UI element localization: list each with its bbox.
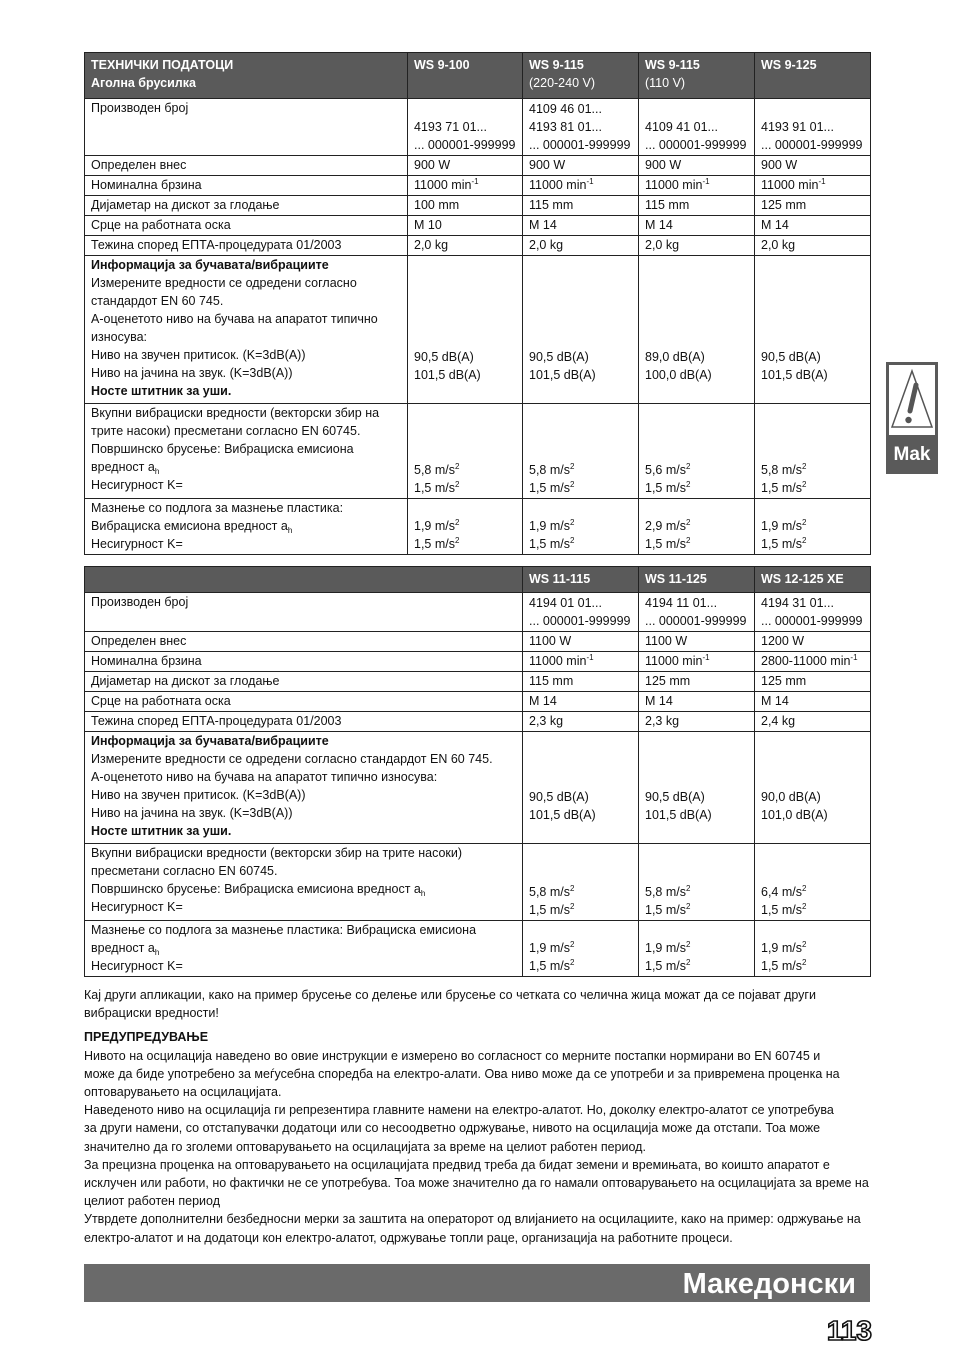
cell-value: 1200 W xyxy=(755,632,871,652)
table-row xyxy=(85,256,871,404)
table-row xyxy=(85,99,871,156)
warning-icon xyxy=(889,365,935,435)
table-row xyxy=(85,844,871,921)
table-row xyxy=(85,236,871,256)
vibration-values: 1,9 $m/s^2$ 1,5 $m/s^2$ xyxy=(523,499,639,555)
cell-value: 11000 $\min^{-1}$ xyxy=(755,176,871,196)
table-row xyxy=(85,632,871,652)
cell-value: 2,0 kg xyxy=(639,236,755,256)
model-header: WS 12-125 XE xyxy=(755,567,871,593)
production-number: 4194 11 01... ... 000001-999999 xyxy=(639,593,755,632)
table-row xyxy=(85,176,871,196)
row-label: Срце на работната оска xyxy=(85,692,523,712)
production-number: 4194 01 01... ... 000001-999999 xyxy=(523,593,639,632)
cell-value: 115 mm xyxy=(639,196,755,216)
vibration-values: 6,4 $m/s^2$ 1,5 $m/s^2$ xyxy=(755,844,871,921)
row-label: Дијаметар на дискот за глодање xyxy=(85,672,523,692)
noise-values: 90,0 dB(A) 101,0 dB(A) xyxy=(755,732,871,844)
table-row xyxy=(85,692,871,712)
table-row xyxy=(85,156,871,176)
noise-values: 90,5 dB(A) 101,5 dB(A) xyxy=(523,732,639,844)
row-label: Тежина според ЕПТА-процедурата 01/2003 xyxy=(85,236,408,256)
table-row xyxy=(85,712,871,732)
production-number: 4193 71 01... ... 000001-999999 xyxy=(408,99,523,156)
vibration-values: 5,8 $m/s^2$ 1,5 $m/s^2$ xyxy=(639,844,755,921)
warning-paragraph: За прецизна проценка на оптоварувањето на осцилацијата предвид треба да бидат земени и времињата, во коишто апаратот е исклучен или работи, но фактички не се употребува. Тоа може значително да го намали оптоварувањето на осцилацијата за време на целиот работен период xyxy=(84,1157,869,1209)
vibration-values: 1,9 $m/s^2$ 1,5 $m/s^2$ xyxy=(523,921,639,977)
warning-paragraph: Наведеното ниво на осцилација ги репрезентира главните намени на електро-алатот. Но, доколку електро-алатот се употребува за други намени, со отстапувачки додатоци или со несоодветно одржување, нивото на осцилација може да отстапи. Тоа може значително да го зголеми оптоварувањето на осцилацијата за време на целиот работен период. xyxy=(84,1103,834,1154)
warning-paragraph: Нивото на осцилација наведено во овие инструкции е измерено во согласност со мерните постапки нормирани во EN 60745 и може да биде употребено за меѓусебна споредба на електро-алати. Ова ниво може да се употреби и за привремена проценка на оптоварувањето на осцилацијата. xyxy=(84,1048,840,1100)
model-header: WS 11-115 xyxy=(523,567,639,593)
table-row xyxy=(85,499,871,555)
vibration-sanding-label: Мазнење со подлога за мазнење пластика: Вибрациска емисиона вредност $a_h$ Несигурност K= xyxy=(85,499,408,555)
vibration-values: 1,9 $m/s^2$ 1,5 $m/s^2$ xyxy=(755,499,871,555)
table-row xyxy=(85,921,871,977)
row-label: Определен внес xyxy=(85,632,523,652)
cell-value: 11000 $\min^{-1}$ xyxy=(523,652,639,672)
cell-value: 900 W xyxy=(755,156,871,176)
noise-values: 90,5 dB(A) 101,5 dB(A) xyxy=(408,256,523,404)
noise-values: 90,5 dB(A) 101,5 dB(A) xyxy=(755,256,871,404)
cell-value: 2,0 kg xyxy=(523,236,639,256)
cell-value: 900 W xyxy=(639,156,755,176)
cell-value: 125 mm xyxy=(639,672,755,692)
warning-paragraph: Утврдете дополнителни безбедносни мерки за заштита на операторот од влијанието на осцилациите, како на пример: одржување на електро-алатот и на додатоци кон електро-алатот, одржување топли раце, организација на работните процеси. xyxy=(84,1212,861,1245)
cell-value: 900 W xyxy=(408,156,523,176)
cell-value: 11000 $\min^{-1}$ xyxy=(639,176,755,196)
production-number: 4193 91 01... ... 000001-999999 xyxy=(755,99,871,156)
vibration-values: 5,8 $m/s^2$ 1,5 $m/s^2$ xyxy=(408,404,523,499)
table-row xyxy=(85,593,871,632)
model-header: WS 9-125 xyxy=(755,53,871,99)
vibration-grinding-label: Вкупни вибрациски вредности (векторски збир на трите насоки) пресметани согласно EN 60745. Површинско брусење: Вибрациска емисиона вредност $a_h$ Несигурност K= xyxy=(85,844,523,921)
cell-value: 2,0 kg xyxy=(408,236,523,256)
cell-value: 100 mm xyxy=(408,196,523,216)
cell-value: 115 mm xyxy=(523,672,639,692)
cell-value: M 14 xyxy=(755,216,871,236)
model-header: WS 9-100 xyxy=(408,53,523,99)
side-tab-label: Mak xyxy=(893,444,931,465)
row-label: Дијаметар на дискот за глодање xyxy=(85,196,408,216)
vibration-values: 1,9 $m/s^2$ 1,5 $m/s^2$ xyxy=(639,921,755,977)
other-applications-note: Кај други апликации, како на пример брусење со делење или брусење со четката со челична жица можат да се појават други вибрациски вредности! xyxy=(84,988,816,1021)
vibration-values: 5,8 $m/s^2$ 1,5 $m/s^2$ xyxy=(523,404,639,499)
table-row xyxy=(85,652,871,672)
table-title: ТЕХНИЧКИ ПОДАТОЦИ xyxy=(91,58,234,72)
production-number: 4194 31 01... ... 000001-999999 xyxy=(755,593,871,632)
row-label: Тежина според ЕПТА-процедурата 01/2003 xyxy=(85,712,523,732)
cell-value: 125 mm xyxy=(755,672,871,692)
cell-value: 2,0 kg xyxy=(755,236,871,256)
model-header: WS 9-115 (110 V) xyxy=(639,53,755,99)
cell-value: 11000 $\min^{-1}$ xyxy=(523,176,639,196)
vibration-sanding-label: Мазнење со подлога за мазнење пластика: Вибрациска емисиона вредност $a_h$ Несигурност K= xyxy=(85,921,523,977)
noise-values: 89,0 dB(A) 100,0 dB(A) xyxy=(639,256,755,404)
row-label: Срце на работната оска xyxy=(85,216,408,236)
row-label: Номинална брзина xyxy=(85,652,523,672)
vibration-values: 5,8 $m/s^2$ 1,5 $m/s^2$ xyxy=(523,844,639,921)
cell-value: 2,3 kg xyxy=(523,712,639,732)
vibration-values: 2,9 $m/s^2$ 1,5 $m/s^2$ xyxy=(639,499,755,555)
table-row xyxy=(85,216,871,236)
cell-value: 11000 $\min^{-1}$ xyxy=(408,176,523,196)
cell-value: M 14 xyxy=(523,692,639,712)
cell-value: 900 W xyxy=(523,156,639,176)
table-header-empty xyxy=(85,567,523,593)
language-side-tab xyxy=(886,362,938,474)
production-number: 4109 41 01... ... 000001-999999 xyxy=(639,99,755,156)
warning-title: ПРЕДУПРЕДУВАЊЕ xyxy=(84,1030,209,1045)
cell-value: M 14 xyxy=(755,692,871,712)
production-number: 4109 46 01... 4193 81 01... ... 000001-999999 xyxy=(523,99,639,156)
row-label: Номинална брзина xyxy=(85,176,408,196)
noise-info-label: Информација за бучавата/вибрациите Измерените вредности се одредени согласно стандардот EN 60 745. А-оценетото ниво на бучава на апаратот типично износува: Ниво на звучен притисок. (K=3dB(A)) Ниво на јачина на звук. (K=3dB(A)) Носте штитник за уши. xyxy=(85,732,523,844)
row-label: Определен внес xyxy=(85,156,408,176)
row-label: Производен број xyxy=(85,99,408,156)
noise-values: 90,5 dB(A) 101,5 dB(A) xyxy=(523,256,639,404)
cell-value: 115 mm xyxy=(523,196,639,216)
cell-value: 1100 W xyxy=(523,632,639,652)
cell-value: 2800-11000 $\min^{-1}$ xyxy=(755,652,871,672)
cell-value: 2,4 kg xyxy=(755,712,871,732)
page-number: 113 xyxy=(826,1315,872,1346)
vibration-values: 5,8 $m/s^2$ 1,5 $m/s^2$ xyxy=(755,404,871,499)
notes-section xyxy=(84,986,870,1247)
table-row xyxy=(85,672,871,692)
cell-value: M 10 xyxy=(408,216,523,236)
vibration-values: 5,6 $m/s^2$ 1,5 $m/s^2$ xyxy=(639,404,755,499)
cell-value: 2,3 kg xyxy=(639,712,755,732)
vibration-values: 1,9 $m/s^2$ 1,5 $m/s^2$ xyxy=(755,921,871,977)
noise-info-label: Информација за бучавата/вибрациите Измерените вредности се одредени согласно стандардот EN 60 745. А-оценетото ниво на бучава на апаратот типично износува: Ниво на звучен притисок. (K=3dB(A)) Ниво на јачина на звук. (K=3dB(A)) Носте штитник за уши. xyxy=(85,256,408,404)
model-header: WS 11-125 xyxy=(639,567,755,593)
cell-value: M 14 xyxy=(639,692,755,712)
technical-data-table-2 xyxy=(84,566,870,977)
table-title-cell xyxy=(85,53,408,99)
cell-value: 125 mm xyxy=(755,196,871,216)
model-header: WS 9-115 (220-240 V) xyxy=(523,53,639,99)
table-row xyxy=(85,404,871,499)
vibration-values: 1,9 $m/s^2$ 1,5 $m/s^2$ xyxy=(408,499,523,555)
footer-language-bar: Македонски xyxy=(84,1264,870,1302)
noise-values: 90,5 dB(A) 101,5 dB(A) xyxy=(639,732,755,844)
table-row xyxy=(85,732,871,844)
table-row xyxy=(85,196,871,216)
cell-value: 1100 W xyxy=(639,632,755,652)
table-subtitle: Аголна брусилка xyxy=(91,76,196,90)
cell-value: 11000 $\min^{-1}$ xyxy=(639,652,755,672)
cell-value: M 14 xyxy=(523,216,639,236)
cell-value: M 14 xyxy=(639,216,755,236)
vibration-grinding-label: Вкупни вибрациски вредности (векторски збир на трите насоки) пресметани согласно EN 60745. Површинско брусење: Вибрациска емисиона вредност $a_h$ Несигурност K= xyxy=(85,404,408,499)
row-label: Производен број xyxy=(85,593,523,632)
technical-data-table-1 xyxy=(84,52,870,555)
